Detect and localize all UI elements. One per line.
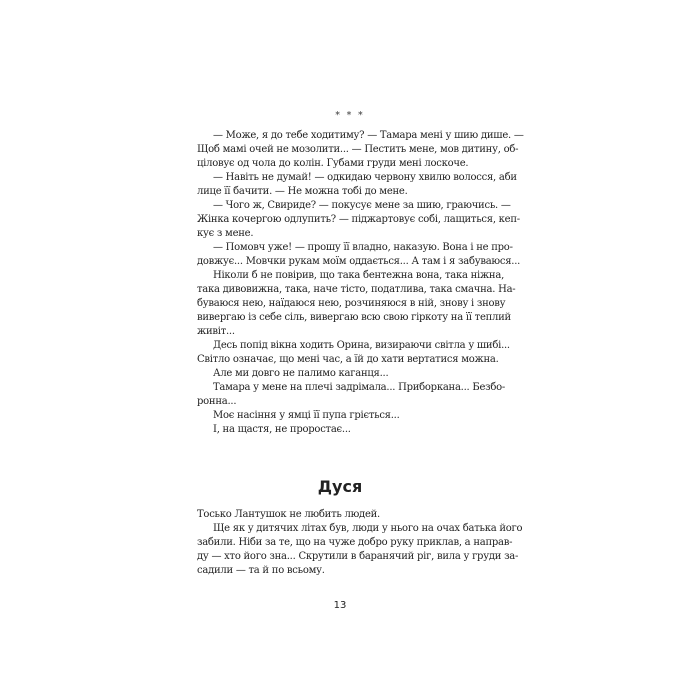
text-line: довжує... Мовчки рукам моїм оддається... А там і я забуваюся... — [197, 256, 521, 267]
text-line: Світло означає, що мені час, а їй до хати вертатися можна. — [197, 354, 499, 365]
text-line: Ще як у дитячих літах був, люди у нього на очах батька його — [213, 523, 523, 534]
text-line: забили. Ніби за те, що на чуже добро руку приклав, а направ- — [197, 537, 513, 548]
text-line: Тамара у мене на плечі задрімала... Приборкана... Безбо- — [213, 382, 506, 393]
text-line: Щоб мамі очей не мозолити... — Пестить мене, мов дитину, об- — [197, 144, 519, 155]
text-line: садили — та й по всьому. — [197, 565, 325, 576]
text-line: І, на щастя, не проростає... — [213, 424, 351, 435]
text-line: Жінка кочергою одлупить? — піджартовує собі, лащиться, кеп- — [197, 214, 520, 225]
text-line: — Помовч уже! — прошу її владно, наказую. Вона і не про- — [213, 242, 513, 253]
text-line: — Чого ж, Свириде? — покусує мене за шию, граючись. — — [213, 200, 511, 211]
text-line: кує з мене. — [197, 228, 254, 239]
section-separator: * * * — [335, 111, 365, 121]
text-line: ронна... — [197, 396, 237, 407]
text-line: буваюся нею, наїдаюся нею, розчиняюся в ній, знову і знову — [197, 298, 506, 309]
text-line: Моє насіння у ямці її пупа гріється... — [213, 410, 400, 421]
chapter-title: Дуся — [317, 477, 363, 496]
text-line: ціловує од чола до колін. Губами груди мені лоскоче. — [197, 158, 469, 169]
text-line: така дивовижна, така, наче тісто, податлива, така смачна. На- — [197, 284, 516, 295]
text-line: — Може, я до тебе ходитиму? — Тамара мені у шию дише. — — [213, 130, 524, 141]
text-section-1 — [197, 129, 524, 437]
text-section-2 — [197, 508, 523, 578]
text-line: Ніколи б не повірив, що така бентежна вона, така ніжна, — [213, 270, 504, 281]
text-line: вивергаю із себе сіль, вивергаю всю свою гіркоту на її теплий — [197, 312, 511, 323]
text-line: Тосько Лантушок не любить людей. — [197, 509, 380, 520]
text-line: Десь попід вікна ходить Орина, визираючи світла у шибі... — [213, 340, 510, 351]
text-line: ду — хто його зна... Скрутили в баранячий ріг, вила у груди за- — [197, 551, 519, 562]
page-number: 13 — [333, 600, 347, 611]
text-line: — Навіть не думай! — одкидаю червону хвилю волосся, аби — [213, 172, 517, 183]
text-line: живіт... — [197, 326, 235, 337]
text-line: лице її бачити. — Не можна тобі до мене. — [197, 186, 408, 197]
text-line: Але ми довго не палимо каганця... — [213, 368, 389, 379]
